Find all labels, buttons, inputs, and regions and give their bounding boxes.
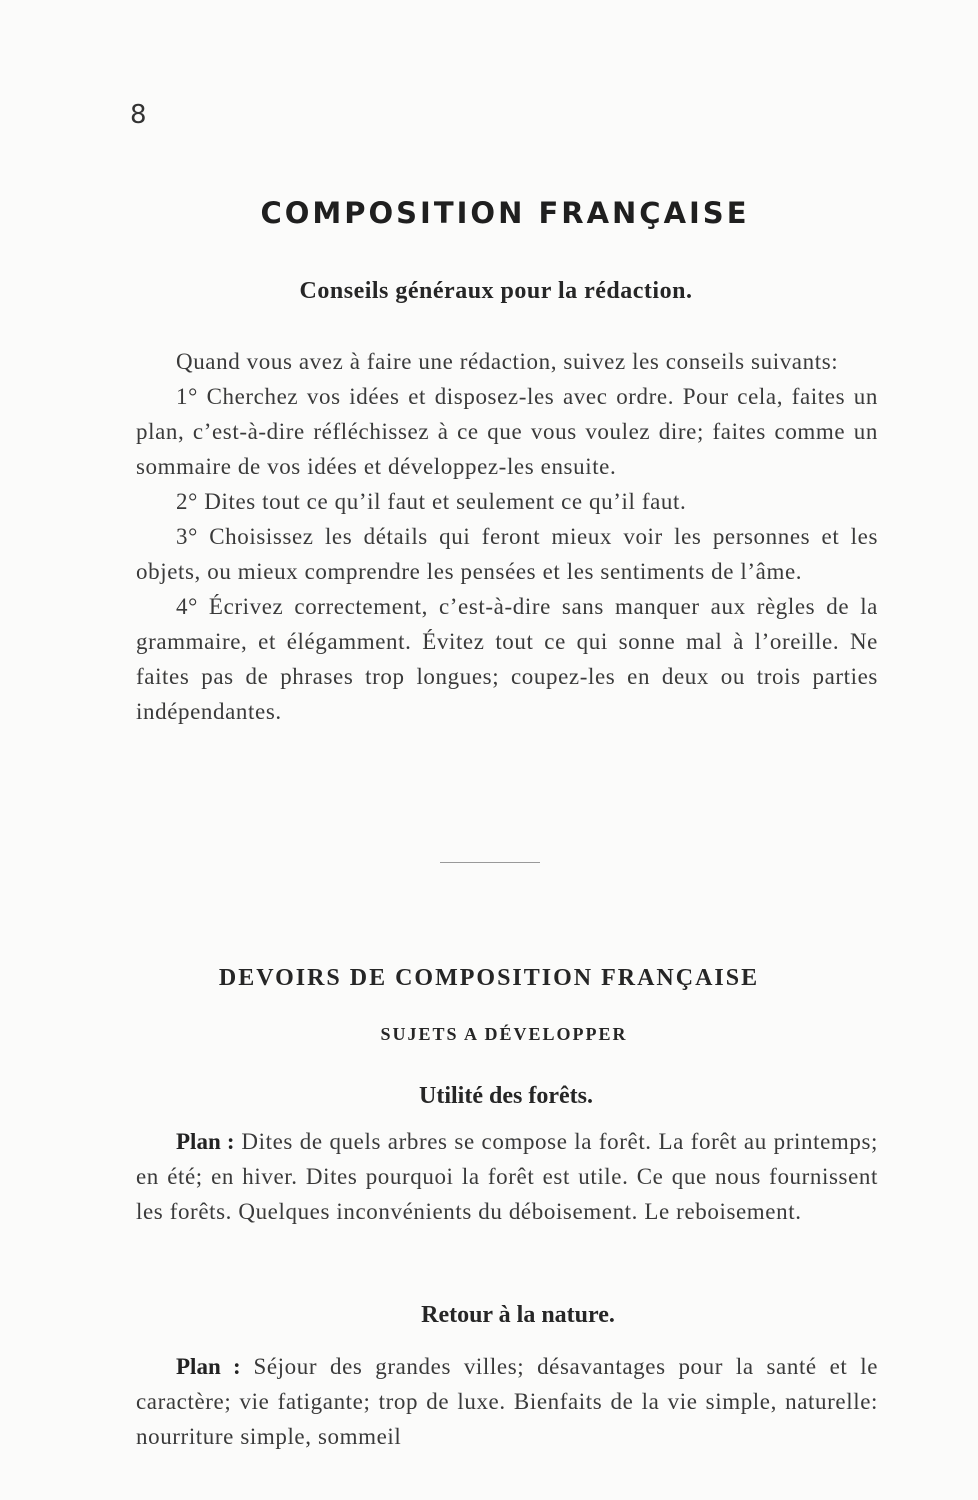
paragraph-intro: Quand vous avez à faire une rédaction, suivez les conseils suivants: xyxy=(176,349,839,374)
plan-text: Séjour des grandes villes; désavantages pour la santé et le caractère; vie fatigante; trop de luxe. Bienfaits de la vie simple, naturelle: nourriture simple, sommeil xyxy=(136,1354,879,1449)
plan-label: Plan : xyxy=(176,1354,241,1379)
paragraph-advice-4: 4° Écrivez correctement, c’est-à-dire sans manquer aux règles de la grammaire, et élégamment. Évitez tout ce qui sonne mal à l’oreille. Ne faites pas de phrases trop longues; coupez-les en deux ou trois parties indépendantes. xyxy=(136,594,878,724)
paragraph-advice-2: 2° Dites tout ce qu’il faut et seulement ce qu’il faut. xyxy=(176,489,687,514)
devoirs-heading: DEVOIRS DE COMPOSITION FRANÇAISE xyxy=(218,965,760,991)
plan-text: Dites de quels arbres se compose la forêt. La forêt au printemps; en été; en hiver. Dites pourquoi la forêt est utile. Ce que nous fournissent les forêts. Quelques inconvénients du déboisement. Le reboisement. xyxy=(136,1129,879,1224)
section-heading: COMPOSITION FRANÇAISE xyxy=(260,196,750,230)
topic-title-forets: Utilité des forêts. xyxy=(419,1083,593,1109)
paragraph-advice-1: 1° Cherchez vos idées et disposez-les avec ordre. Pour cela, faites un plan, c’est-à-dire réfléchissez à ce que vous voulez dire; faites comme un sommaire de vos idées et développez-les ensuite. xyxy=(136,384,878,479)
section-subheading: Conseils généraux pour la rédaction. xyxy=(299,278,693,304)
page-number: 8 xyxy=(130,100,147,130)
section-divider xyxy=(440,862,540,863)
plan-label: Plan : xyxy=(176,1129,235,1154)
topic-title-nature: Retour à la nature. xyxy=(421,1302,615,1328)
advice-text xyxy=(136,344,878,729)
paragraph-advice-3: 3° Choisissez les détails qui feront mieux voir les personnes et les objets, ou mieux comprendre les pensées et les sentiments de l’âme. xyxy=(136,524,878,584)
devoirs-subheading: SUJETS A DÉVELOPPER xyxy=(380,1024,628,1044)
topic-plan-nature xyxy=(136,1349,878,1454)
topic-plan-forets xyxy=(136,1124,878,1229)
